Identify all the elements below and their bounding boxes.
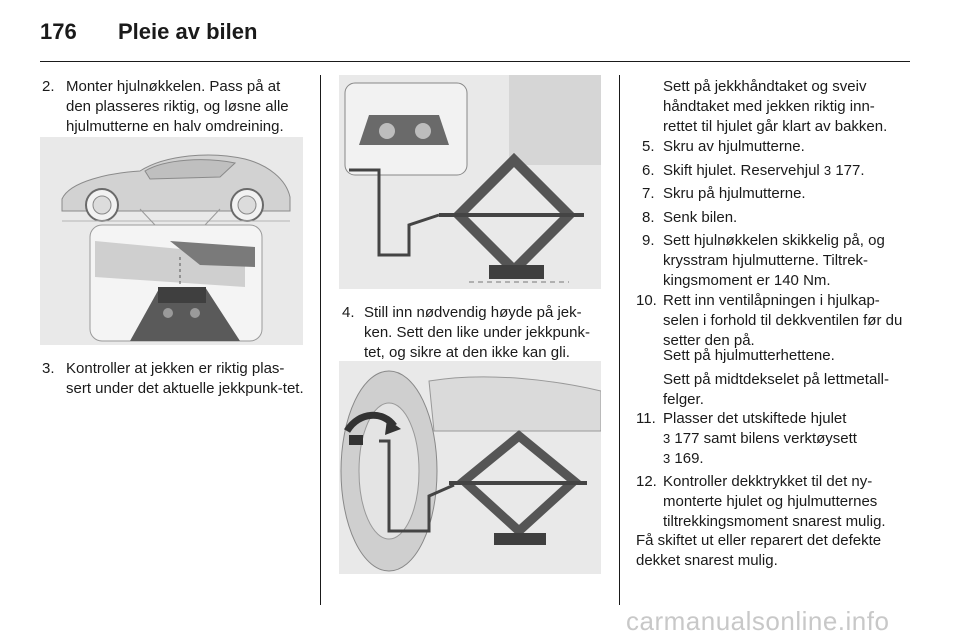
figure-car-jack-point xyxy=(40,137,303,345)
step-text: Skru av hjulmutterne. xyxy=(663,138,805,155)
page-reference[interactable]: 177. xyxy=(835,162,865,179)
step-10 xyxy=(636,291,908,351)
step-11 xyxy=(636,409,908,469)
step-9 xyxy=(642,231,908,291)
header-rule xyxy=(40,61,910,62)
step-2 xyxy=(42,77,304,137)
step-number: 5. xyxy=(642,138,655,155)
figure-jack-crank xyxy=(339,361,601,574)
step-text: Skift hjulet. Reservehjul xyxy=(663,162,820,179)
step-number: 7. xyxy=(642,185,655,202)
step-number: 6. xyxy=(642,162,655,179)
page-number: 176 xyxy=(40,19,77,44)
step-text: Rett inn ventilåpningen i hjulkap-selen i forhold til dekkventilen før du setter den på. xyxy=(663,292,903,349)
watermark: carmanualsonline.info xyxy=(626,606,890,636)
step-text: Plasser det utskiftede hjulet xyxy=(663,410,847,427)
step-7 xyxy=(642,184,908,204)
step-12 xyxy=(636,472,908,532)
page-ref-arrow-icon: 3 xyxy=(663,451,671,466)
step-number: 4. xyxy=(342,304,355,321)
step-number: 3. xyxy=(42,360,55,377)
step-3 xyxy=(42,359,304,399)
step-number: 10. xyxy=(636,292,657,309)
step-text: Still inn nødvendig høyde på jek-ken. Sett den like under jekkpunk-tet, og sikre at den ikke kan gli. xyxy=(364,304,590,361)
step-text: Sett hjulnøkkelen skikkelig på, og krysstram hjulmutterne. Tiltrek-kingsmoment er 140 Nm. xyxy=(663,232,885,289)
step-4 xyxy=(342,303,604,363)
step-text: Kontroller at jekken er riktig plas-sert under det aktuelle jekkpunk-tet. xyxy=(66,360,304,397)
figure-jack-under-point xyxy=(339,75,601,289)
step-text: Senk bilen. xyxy=(663,209,738,226)
column-divider-left xyxy=(320,75,321,605)
step-number: 8. xyxy=(642,209,655,226)
step-10-paragraph-2: Sett på hjulmutterhettene. xyxy=(663,347,835,364)
page-reference[interactable]: 169. xyxy=(674,450,704,467)
step-number: 9. xyxy=(642,232,655,249)
step-10-paragraph-3: Sett på midtdekselet på lettmetall-felger. xyxy=(663,371,889,408)
column-divider-right xyxy=(619,75,620,605)
step-text: Skru på hjulmutterne. xyxy=(663,185,806,202)
page-ref-arrow-icon: 3 xyxy=(663,431,671,446)
step-text: Kontroller dekktrykket til det ny-monterte hjulet og hjulmutternes tiltrekkingsmoment snarest mulig. xyxy=(663,473,886,530)
step-number: 2. xyxy=(42,78,55,95)
page-reference[interactable]: 177 samt bilens verktøysett xyxy=(674,430,857,447)
page-ref-arrow-icon: 3 xyxy=(823,163,832,178)
intro-paragraph: Sett på jekkhåndtaket og sveiv håndtaket med jekken riktig inn-rettet til hjulet går klart av bakken. xyxy=(663,78,888,135)
step-text: Monter hjulnøkkelen. Pass på at den plasseres riktig, og løsne alle hjulmutterne en halv omdreining. xyxy=(66,78,289,135)
closing-paragraph: Få skiftet ut eller reparert det defekte dekket snarest mulig. xyxy=(636,532,882,569)
step-8 xyxy=(642,208,908,228)
step-number: 12. xyxy=(636,473,657,490)
step-5 xyxy=(642,137,908,157)
page-title: Pleie av bilen xyxy=(118,19,258,44)
step-6 xyxy=(642,161,908,181)
step-number: 11. xyxy=(636,410,656,427)
